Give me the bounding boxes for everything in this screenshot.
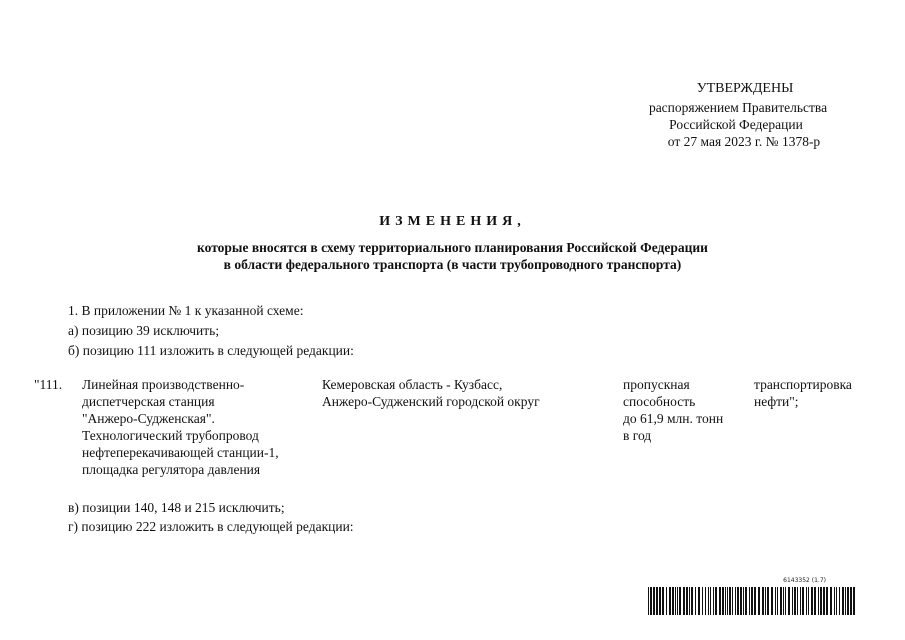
barcode-bar (722, 587, 724, 615)
barcode-bar (702, 587, 703, 615)
barcode-bar (708, 587, 709, 615)
barcode-bar (725, 587, 726, 615)
barcode-bar (820, 587, 822, 615)
barcode-bar (808, 587, 809, 615)
barcode-bar (765, 587, 766, 615)
barcode-bar (677, 587, 678, 615)
barcode-bar (806, 587, 807, 615)
barcode-bar (850, 587, 852, 615)
barcode-bar (823, 587, 825, 615)
location-line: Анжеро-Судженский городской округ (322, 394, 540, 409)
barcode-bar (672, 587, 674, 615)
barcode-bar (683, 587, 685, 615)
barcode-bar (847, 587, 849, 615)
paragraph-a: а) позицию 39 исключить; (68, 323, 220, 338)
object-name-line: диспетчерская станция (82, 394, 215, 409)
paragraph-g: г) позицию 222 изложить в следующей редакции: (68, 519, 354, 534)
barcode-bar (666, 587, 667, 615)
table-row (34, 376, 874, 486)
barcode-bar (762, 587, 764, 615)
barcode-bar (836, 587, 837, 615)
approved-heading: УТВЕРЖДЕНЫ (696, 81, 794, 96)
barcode-bar (845, 587, 846, 615)
barcode-bar (727, 587, 728, 615)
barcode-bar (771, 587, 773, 615)
barcode-bar (834, 587, 835, 615)
barcode-bar (710, 587, 711, 615)
barcode-bar (695, 587, 696, 615)
barcode-bar (713, 587, 714, 615)
barcode-bar (811, 587, 813, 615)
barcode-bar (783, 587, 784, 615)
location-cell (322, 376, 612, 410)
barcode-bar (814, 587, 816, 615)
barcode-bar (777, 587, 778, 615)
object-name-line: площадка регулятора давления (82, 462, 261, 477)
barcode-bar (749, 587, 750, 615)
barcode-bar (719, 587, 721, 615)
barcode-bar (830, 587, 832, 615)
barcode-bar (754, 587, 756, 615)
barcode-bar (729, 587, 731, 615)
object-name-cell (82, 376, 322, 478)
barcode-bar (740, 587, 742, 615)
location-line: Кемеровская область - Кузбасс, (322, 377, 503, 392)
barcode-bar (656, 587, 658, 615)
barcode-bar (715, 587, 717, 615)
barcode-bar (691, 587, 693, 615)
paragraph-v: в) позиции 140, 148 и 215 исключить; (68, 500, 285, 515)
barcode-bar (818, 587, 819, 615)
barcode-bar (775, 587, 776, 615)
subtitle-line-1: которые вносятся в схему территориального планирования Российской Федерации (197, 240, 708, 255)
barcode-bar (698, 587, 700, 615)
purpose-cell (754, 376, 874, 410)
barcode-bar (732, 587, 733, 615)
barcode-bar (839, 587, 840, 615)
purpose-line: транспортировка (754, 377, 852, 392)
barcode-bar (675, 587, 676, 615)
barcode-bar (792, 587, 793, 615)
barcode-bar (826, 587, 828, 615)
barcode-bar (842, 587, 844, 615)
barcode-bar (659, 587, 661, 615)
document-subtitle (0, 239, 905, 273)
barcode-bar (758, 587, 760, 615)
barcode-bar (679, 587, 681, 615)
approval-line-2: Российской Федерации (669, 117, 803, 132)
barcode-bar (653, 587, 655, 615)
barcode-bar (800, 587, 801, 615)
object-name-line: нефтеперекачивающей станции-1, (82, 445, 279, 460)
approval-line-3: от 27 мая 2023 г. № 1378-р (667, 134, 821, 149)
barcode-bar (751, 587, 753, 615)
barcode-bar (743, 587, 744, 615)
barcode-bar (802, 587, 804, 615)
paragraph-b: б) позицию 111 изложить в следующей редакции: (68, 343, 354, 358)
purpose-line: нефти"; (754, 394, 799, 409)
barcode-bar (669, 587, 671, 615)
barcode-bar (767, 587, 769, 615)
object-name-line: Линейная производственно- (82, 377, 245, 392)
capacity-line: в год (623, 428, 652, 443)
barcode-label: 6143352 (1.7) (783, 577, 826, 584)
document-title: ИЗМЕНЕНИЯ, (379, 214, 526, 229)
barcode-bar (737, 587, 739, 615)
barcode-bar (662, 587, 664, 615)
barcode-bar (689, 587, 690, 615)
barcode-bar (794, 587, 796, 615)
barcode-image (648, 587, 856, 615)
barcode-bar (853, 587, 855, 615)
capacity-line: способность (623, 394, 696, 409)
approval-stamp (590, 80, 880, 150)
capacity-line: пропускная (623, 377, 690, 392)
subtitle-line-2: в области федерального транспорта (в части трубопроводного транспорта) (223, 257, 682, 272)
object-name-line: Технологический трубопровод (82, 428, 259, 443)
barcode-bar (745, 587, 747, 615)
approval-line-1: распоряжением Правительства (648, 100, 828, 115)
barcode-bar (686, 587, 688, 615)
barcode-bar (785, 587, 786, 615)
barcode-bar (780, 587, 782, 615)
barcode-bar (705, 587, 706, 615)
barcode-block (648, 577, 856, 615)
position-number: "111. (34, 377, 63, 392)
object-name-line: "Анжеро-Судженская". (82, 411, 215, 426)
paragraph-1: 1. В приложении № 1 к указанной схеме: (68, 303, 304, 318)
barcode-bar (788, 587, 790, 615)
capacity-line: до 61,9 млн. тонн (623, 411, 724, 426)
barcode-bar (650, 587, 652, 615)
capacity-cell (623, 376, 753, 444)
barcode-bar (735, 587, 736, 615)
barcode-bar (797, 587, 798, 615)
barcode-bar (648, 587, 649, 615)
